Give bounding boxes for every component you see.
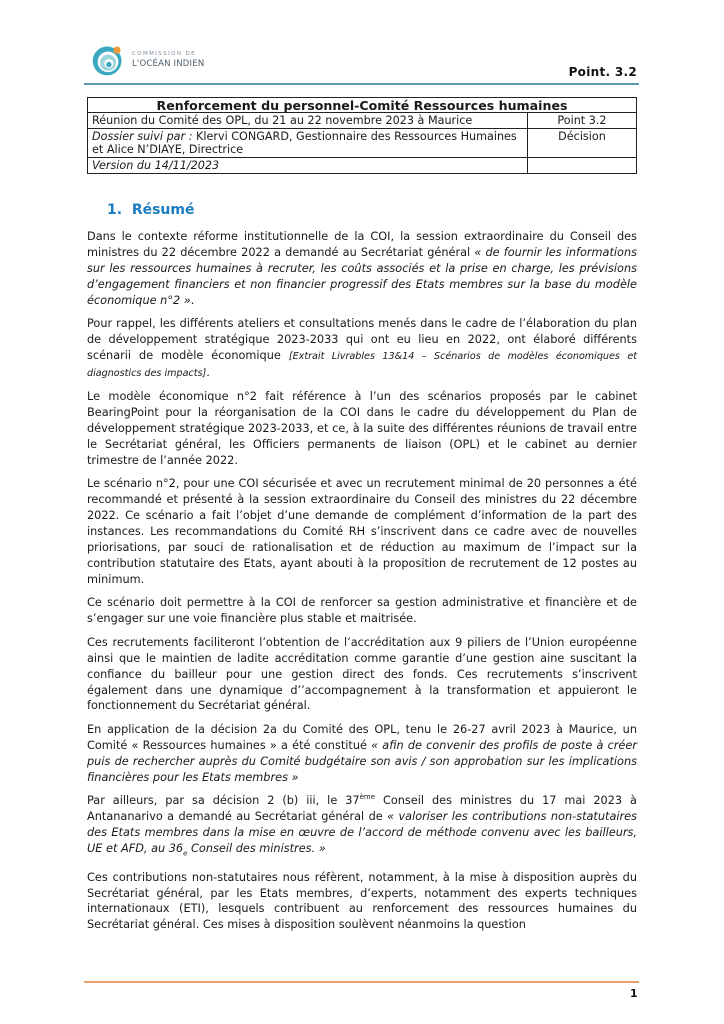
body-text xyxy=(87,229,637,941)
version-cell: Version du 14/11/2023 xyxy=(88,158,528,174)
type-cell: Décision xyxy=(528,129,637,158)
paragraph-text: Conseil des ministres du 17 mai 2023 à Antananarivo a demandé au Secrétariat général de xyxy=(87,794,637,824)
paragraph-text: Par ailleurs, par sa décision 2 (b) iii, le 37 xyxy=(87,794,360,808)
document-title: Renforcement du personnel-Comité Ressources humaines xyxy=(88,98,637,113)
paragraph-3: Le modèle économique n°2 fait référence à l’un des scénarios proposés par le cabinet BearingPoint pour la réorganisation de la COI dans le cadre du développement du Plan de développement stratégique 2023-2033, et ce, à la suite des différentes réunions de travail entre le Secrétariat général, les Officiers permanents de liaison (OPL) et le cabinet au dernier trimestre de l’année 2022. xyxy=(87,390,637,467)
paragraph-9: Ces contributions non-statutaires nous réfèrent, notamment, à la mise à disposition auprès du Secrétariat général, par les Etats membres, d’experts, notamment des experts techniques internationaux (ETI), lesquels contribuent au renforcement des ressources humaines du Secrétariat général. Ces mises à disposition soulèvent néanmoins la question xyxy=(87,870,637,932)
reference-text: [Extrait Livrables 13&14 – Scénarios de modèles économiques et diagnostics des impacts] xyxy=(87,350,638,379)
quote-text: Conseil des ministres. » xyxy=(187,841,326,855)
footer-rule xyxy=(84,981,639,983)
logo-line-2: L'OCÉAN INDIEN xyxy=(132,58,205,69)
paragraph-text: Pour rappel, les différents ateliers et consultations menés dans le cadre de l’élaboration du plan de développement stratégique 2023-2033 qui ont eu lieu en 2022, ont élaboré différents scénarii de modèle économique xyxy=(87,317,637,362)
followed-by-label: Dossier suivi par : xyxy=(92,130,193,143)
paragraph-text: Dans le contexte réforme institutionnelle de la COI, la session extraordinaire du Conseil des ministres du 22 décembre 2022 a demandé au Secrétariat général xyxy=(87,230,637,259)
meta-table xyxy=(87,97,637,174)
followed-by-cell xyxy=(88,129,528,158)
coi-spiral-logo-icon xyxy=(90,42,126,78)
paragraph-4: Le scénario n°2, pour une COI sécurisée et avec un recrutement minimal de 20 personnes a été recommandé et présenté à la session extraordinaire du Conseil des ministres du 22 décembre 2022. Ce scénario a fait l’objet d’une demande de complément d’information de la part des instances. Les recommandations du Comité RH s’inscrivent dans ce cadre avec de nouvelles priorisations, par souci de rationalisation et de réduction au maximum de l’impact sur la contribution statutaire des Etats, ayant abouti à la proposition de recrutement de 12 postes au minimum. xyxy=(87,477,637,586)
paragraph-8 xyxy=(87,793,637,862)
section-number: 1. xyxy=(107,202,123,218)
subscript: e xyxy=(183,849,188,858)
header-rule xyxy=(84,83,639,85)
paragraph-text: . xyxy=(206,365,210,379)
paragraph-text: En application de la décision 2a du Comité des OPL, tenu le 26-27 avril 2023 à Maurice, un Comité « Ressources humaines » a été constitué xyxy=(87,722,637,752)
quote-text: « afin de convenir des profils de poste à créer puis de rechercher auprès du Comité budgétaire son avis / son approbation sur les implications financières pour les Etats membres » xyxy=(87,738,637,784)
paragraph-6: Ces recrutements faciliteront l’obtention de l’accréditation aux 9 piliers de l’Union européenne ainsi que le maintien de ladite accréditation comme garantie d’une gestion aine suscitant la confiance du bailleur pour une gestion direct des fonds. Ces recrutements s’inscrivent également dans une dynamique d’’accompagnement à la transformation et appuieront le fonctionnement du Secrétariat général. xyxy=(87,635,637,713)
superscript: ème xyxy=(359,793,376,802)
followed-by-value: Klervi CONGARD, Gestionnaire des Ressources Humaines et Alice N’DIAYE, Directrice xyxy=(92,130,517,156)
coi-logo xyxy=(90,40,290,80)
point-cell: Point 3.2 xyxy=(528,113,637,129)
paragraph-2 xyxy=(87,316,637,382)
paragraph-5: Ce scénario doit permettre à la COI de renforcer sa gestion administrative et financière et de s’engager sur une voie financière plus stable et maitrisée. xyxy=(87,596,637,626)
page-number: 1 xyxy=(630,987,638,1000)
logo-line-1: COMMISSION DE xyxy=(132,51,196,57)
quote-text: « valoriser les contributions non-statutaires des Etats membres dans la mise en œuvre de l’accord de méthode convenu avec les bailleurs, UE et AFD, au 36 xyxy=(87,810,637,855)
section-title: Résumé xyxy=(131,202,195,218)
logo-text xyxy=(132,52,204,68)
empty-cell xyxy=(528,158,637,174)
point-label: Point. 3.2 xyxy=(568,65,637,79)
meeting-info: Réunion du Comité des OPL, du 21 au 22 novembre 2023 à Maurice xyxy=(88,113,528,129)
section-heading xyxy=(107,202,194,218)
paragraph-1 xyxy=(87,229,637,309)
quote-text: « de fournir les informations sur les ressources humaines à recruter, les coûts associés et la prise en charge, les prévisions d’engagement financiers et non financier progressif des Etats membres sur la base du modèle économique n°2 » xyxy=(87,245,637,307)
paragraph-text: . xyxy=(190,293,195,307)
paragraph-7 xyxy=(87,722,637,786)
